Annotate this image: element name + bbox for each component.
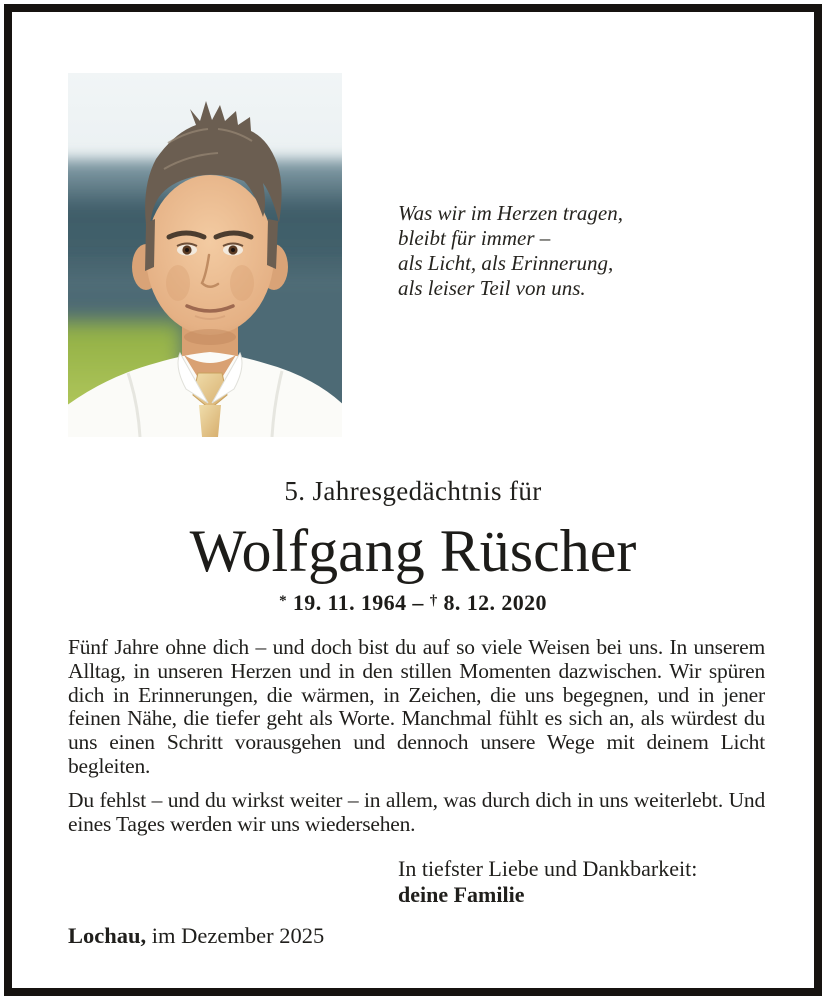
death-symbol: † xyxy=(429,593,438,609)
verse-line-3: als Licht, als Erinnerung, xyxy=(398,251,614,275)
verse-line-4: als leiser Teil von uns. xyxy=(398,276,586,300)
birth-date: 19. 11. 1964 xyxy=(292,590,407,615)
verse-line-1: Was wir im Herzen tragen, xyxy=(398,201,623,225)
closing-signature: deine Familie xyxy=(398,881,525,907)
dates-separator: – xyxy=(412,590,424,615)
date-text: im Dezember 2025 xyxy=(151,923,325,948)
place-name: Lochau, xyxy=(68,923,147,948)
closing-line: In tiefster Liebe und Dankbarkeit: xyxy=(398,856,698,881)
verse-line-2: bleibt für immer – xyxy=(398,226,551,250)
life-dates xyxy=(0,590,826,616)
occasion-heading: 5. Jahresgedächtnis für xyxy=(284,476,542,506)
place-date-line xyxy=(68,923,324,949)
deceased-name: Wolfgang Rüscher xyxy=(189,518,637,584)
portrait-photo xyxy=(68,73,342,437)
birth-symbol: * xyxy=(279,593,287,609)
memorial-text-paragraph-1: Fünf Jahre ohne dich – und doch bist du auf so viele Weisen bei uns. In unserem Alltag, in unseren Herzen und in den stillen Momenten dazwischen. Wir spüren dich in Erinnerungen, die wärmen, in Zeichen, die uns begegnen, und in jener feinen Nähe, die tiefer geht als Worte. Manchmal fühlt es sich an, als würdest du uns einen Schritt vorausgehen und dennoch unsere Wege mit deinem Licht begleiten. xyxy=(68,635,765,778)
memorial-verse xyxy=(398,201,623,301)
memorial-text-paragraph-2: Du fehlst – und du wirkst weiter – in allem, was durch dich in uns weiterlebt. Und eines Tages werden wir uns wiedersehen. xyxy=(68,788,765,836)
closing-block xyxy=(398,856,697,907)
death-date: 8. 12. 2020 xyxy=(443,590,547,615)
portrait-photo-image xyxy=(68,73,342,437)
